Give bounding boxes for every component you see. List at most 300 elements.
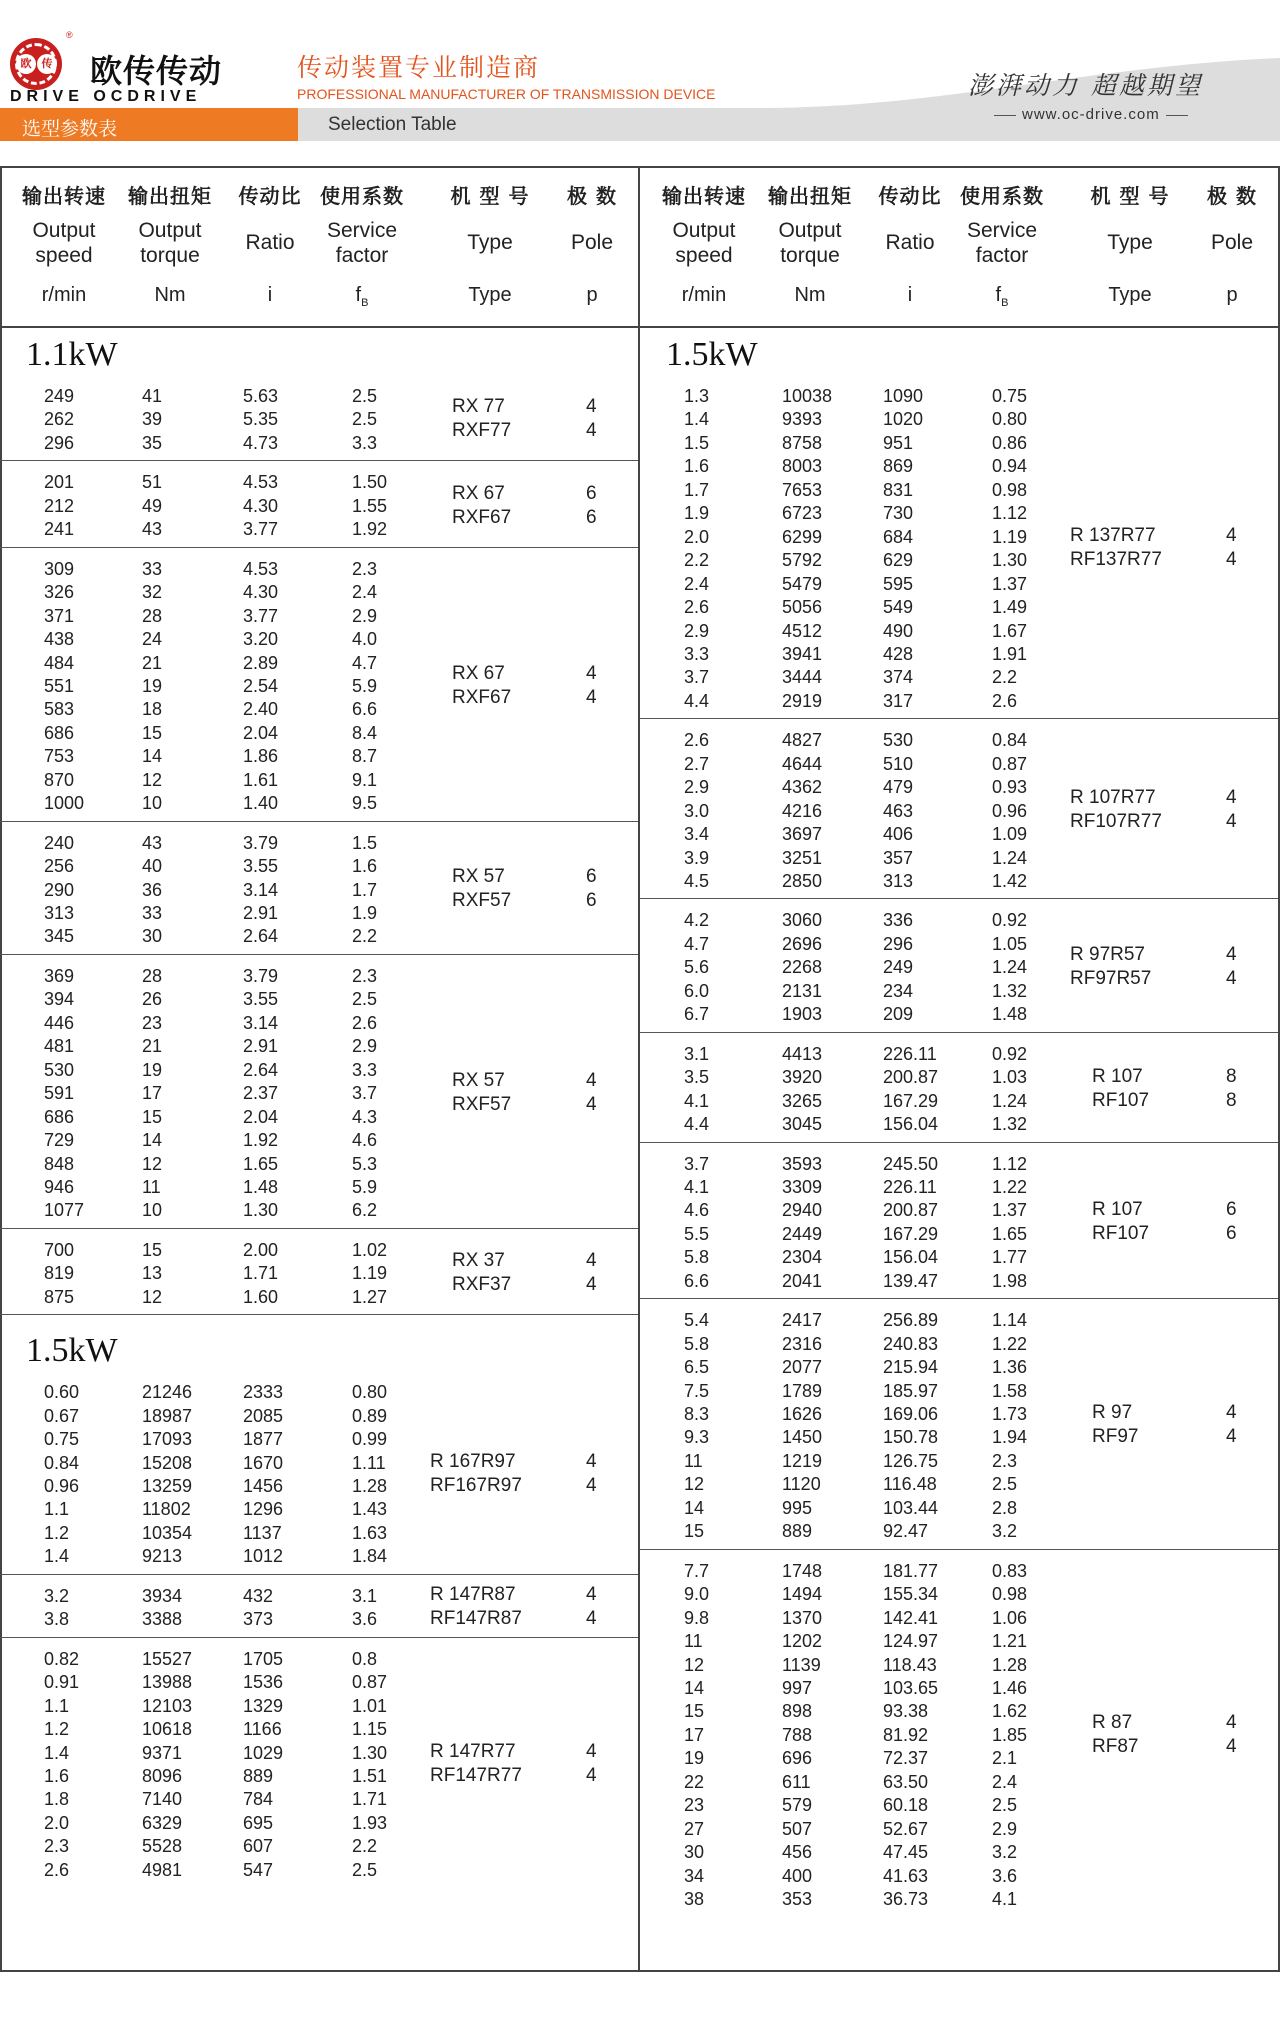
- slogan-cn: 传动装置专业制造商: [297, 53, 541, 82]
- table-cell: 1.58: [992, 1380, 1028, 1401]
- table-row: [640, 1042, 1278, 1066]
- table-cell: 1.11: [352, 1452, 386, 1473]
- table-row: [0, 1175, 638, 1199]
- table-cell: 1.2: [44, 1522, 70, 1543]
- table-cell: 2333: [243, 1382, 284, 1403]
- pole-count: [586, 395, 597, 443]
- table-cell: 0.98: [992, 479, 1028, 500]
- table-cell: 4.5: [684, 871, 710, 891]
- table-cell: 93.38: [883, 1701, 929, 1722]
- model-type: [430, 1450, 522, 1498]
- table-cell: 3.77: [243, 605, 279, 626]
- pole-count: [1226, 524, 1237, 572]
- table-row: [0, 1497, 638, 1521]
- table-cell: 1.7: [684, 479, 710, 500]
- table-cell: 479: [883, 777, 914, 798]
- table-cell: 3941: [782, 643, 823, 664]
- column-header-en-line: Type: [1107, 231, 1153, 254]
- table-cell: 181.77: [883, 1560, 939, 1581]
- table-cell: 1.27: [352, 1286, 388, 1307]
- table-row: [640, 1606, 1278, 1630]
- table-row: [640, 454, 1278, 478]
- table-cell: 3697: [782, 824, 823, 845]
- table-cell: 2.89: [243, 652, 279, 673]
- table-row: [0, 604, 638, 628]
- table-cell: 3.6: [352, 1609, 378, 1630]
- table-cell: 1.94: [992, 1427, 1028, 1448]
- table-cell: 32: [142, 582, 163, 603]
- header-separator: [640, 326, 1278, 328]
- table-cell: 49: [142, 495, 163, 516]
- table-cell: 0.92: [992, 910, 1028, 931]
- table-cell: 256: [44, 856, 75, 877]
- table-row: [0, 768, 638, 792]
- column-header-cn: 传动比: [238, 184, 302, 208]
- table-cell: 1.9: [684, 503, 710, 524]
- pole-count: [1226, 1198, 1237, 1246]
- table-cell: 686: [44, 1106, 75, 1127]
- table-cell: 5.6: [684, 957, 710, 978]
- power-heading: 1.5kW: [26, 1332, 118, 1370]
- pole-count-line: 4: [586, 1764, 597, 1786]
- table-cell: 19: [142, 675, 163, 696]
- table-cell: 2.00: [243, 1239, 279, 1260]
- table-cell: 1202: [782, 1631, 823, 1652]
- table-cell: 27: [684, 1818, 705, 1839]
- table-cell: 1536: [243, 1672, 284, 1693]
- table-cell: 10038: [782, 386, 833, 406]
- table-cell: 2417: [782, 1310, 823, 1331]
- table-cell: 549: [883, 597, 914, 618]
- table-cell: 0.96: [992, 800, 1028, 821]
- table-cell: 0.60: [44, 1382, 80, 1403]
- table-cell: 12103: [142, 1695, 193, 1716]
- model-type: [452, 395, 511, 443]
- unit-label: f: [995, 284, 1002, 306]
- table-cell: 1877: [243, 1429, 284, 1450]
- table-row: [640, 619, 1278, 643]
- column-header-en-line: factor: [335, 244, 389, 267]
- table-row: [640, 1425, 1278, 1449]
- column-header-en-line: Output: [672, 219, 736, 242]
- model-type-line: R 87: [1092, 1711, 1133, 1733]
- table-cell: 5792: [782, 550, 823, 571]
- table-cell: 406: [883, 824, 914, 845]
- table-cell: 28: [142, 605, 163, 626]
- table-cell: 595: [883, 573, 914, 594]
- table-cell: 5.9: [352, 1176, 378, 1197]
- table-row: [0, 1081, 638, 1105]
- table-cell: 10354: [142, 1522, 193, 1543]
- table-cell: 2316: [782, 1333, 823, 1354]
- table-row: [640, 1864, 1278, 1888]
- column-header-unit: [1172, 284, 1280, 307]
- table-cell: 14: [142, 746, 163, 767]
- model-type-line: RF147R87: [430, 1608, 522, 1630]
- table-row: [640, 525, 1278, 549]
- table-cell: 41: [142, 386, 163, 406]
- table-cell: 2.2: [352, 1836, 378, 1857]
- table-cell: 1.1: [44, 1499, 70, 1520]
- table-cell: 41.63: [883, 1865, 929, 1886]
- table-cell: 5.8: [684, 1247, 710, 1268]
- table-cell: 241: [44, 519, 75, 540]
- pole-count-line: 4: [586, 420, 597, 442]
- table-cell: 2.5: [992, 1795, 1018, 1816]
- table-row: [0, 1858, 638, 1882]
- unit-label: p: [1226, 284, 1238, 306]
- table-cell: 3.14: [243, 879, 279, 900]
- table-row: [640, 431, 1278, 455]
- model-type-line: RF87: [1092, 1735, 1139, 1757]
- table-row: [0, 1670, 638, 1694]
- table-cell: 12: [684, 1474, 705, 1495]
- table-cell: 3.9: [684, 847, 710, 868]
- table-cell: 1.71: [352, 1789, 388, 1810]
- model-type-line: R 167R97: [430, 1451, 516, 1472]
- table-cell: 36: [142, 879, 163, 900]
- table-row: [640, 1629, 1278, 1653]
- table-cell: 1.05: [992, 933, 1028, 954]
- header-separator: [0, 326, 638, 328]
- table-row: [0, 674, 638, 698]
- table-cell: 2268: [782, 957, 823, 978]
- table-cell: 695: [243, 1812, 274, 1833]
- table-cell: 2.9: [684, 777, 710, 798]
- table-row: [640, 1496, 1278, 1520]
- group-separator: [0, 1228, 638, 1229]
- table-cell: 484: [44, 652, 75, 673]
- table-cell: 591: [44, 1083, 75, 1104]
- logo-char: 欧: [16, 54, 36, 74]
- table-cell: 4.3: [352, 1106, 378, 1127]
- group-separator: [0, 1314, 638, 1315]
- table-cell: 2.2: [992, 667, 1018, 688]
- table-cell: 1120: [782, 1474, 821, 1495]
- pole-count-line: 4: [586, 1608, 597, 1630]
- table-cell: 4512: [782, 620, 823, 641]
- table-row: [0, 1474, 638, 1498]
- table-row: [0, 470, 638, 494]
- table-cell: 167.29: [883, 1223, 939, 1244]
- model-type-line: RXF67: [452, 686, 512, 708]
- table-cell: 19: [684, 1748, 705, 1769]
- table-row: [640, 1269, 1278, 1293]
- table-cell: 1.37: [992, 1200, 1028, 1221]
- table-cell: 326: [44, 582, 75, 603]
- table-cell: 1450: [782, 1427, 823, 1448]
- table-cell: 1.6: [352, 856, 378, 877]
- table-row: [0, 1451, 638, 1475]
- column-header-en: [532, 230, 652, 255]
- table-cell: 889: [243, 1765, 274, 1786]
- column-header-en-line: Ratio: [885, 231, 935, 254]
- table-cell: 1.19: [992, 526, 1028, 547]
- table-cell: 0.75: [992, 386, 1028, 406]
- table-cell: 0.96: [44, 1476, 80, 1496]
- table-cell: 1670: [243, 1452, 284, 1473]
- table-cell: 21: [142, 1036, 163, 1057]
- table-cell: 3.7: [684, 1153, 710, 1174]
- group-separator: [0, 547, 638, 548]
- model-type-line: RXF57: [452, 1093, 512, 1115]
- table-cell: 2.3: [992, 1450, 1018, 1471]
- table-cell: 3.1: [352, 1585, 378, 1606]
- table-cell: 2449: [782, 1223, 823, 1244]
- table-row: [0, 1128, 638, 1152]
- table-cell: 3.6: [992, 1865, 1018, 1886]
- table-cell: 684: [883, 526, 914, 547]
- table-cell: 4981: [142, 1859, 183, 1880]
- table-cell: 1166: [243, 1719, 282, 1740]
- table-row: [0, 1717, 638, 1741]
- table-cell: 12: [142, 1153, 163, 1174]
- table-row: [640, 752, 1278, 776]
- table-cell: 456: [782, 1842, 813, 1863]
- table-cell: 156.04: [883, 1247, 939, 1268]
- table-cell: 5.35: [243, 409, 279, 430]
- table-cell: 3.0: [684, 800, 710, 821]
- table-cell: 2.64: [243, 1059, 279, 1080]
- table-cell: 2.4: [992, 1771, 1018, 1792]
- table-cell: 446: [44, 1012, 75, 1033]
- table-cell: 997: [782, 1677, 813, 1698]
- table-cell: 13259: [142, 1476, 193, 1496]
- table-cell: 9.8: [684, 1607, 710, 1628]
- table-cell: 951: [883, 432, 914, 453]
- table-row: [0, 580, 638, 604]
- table-row: [0, 1544, 638, 1568]
- table-cell: 234: [883, 980, 914, 1001]
- table-cell: 0.84: [44, 1452, 80, 1473]
- table-cell: 12: [684, 1654, 705, 1675]
- table-cell: 4.1: [684, 1090, 710, 1111]
- table-left-half: [0, 166, 638, 1972]
- pole-count: [1226, 1065, 1237, 1113]
- table-cell: 1.51: [352, 1765, 388, 1786]
- model-type-line: RX 37: [452, 1250, 505, 1272]
- table-cell: 507: [782, 1818, 813, 1839]
- table-cell: 1.85: [992, 1724, 1028, 1745]
- table-cell: 4.1: [992, 1889, 1018, 1909]
- table-cell: 290: [44, 879, 75, 900]
- table-cell: 14: [142, 1130, 163, 1151]
- pole-count: [586, 1249, 597, 1297]
- table-cell: 2696: [782, 933, 823, 954]
- table-cell: 40: [142, 856, 163, 877]
- table-row: [0, 1261, 638, 1285]
- table-cell: 1139: [782, 1654, 821, 1675]
- model-type-line: RF107R77: [1070, 811, 1162, 833]
- model-type: [452, 1069, 511, 1117]
- table-cell: 249: [44, 386, 75, 406]
- table-cell: 15: [684, 1521, 705, 1542]
- table-row: [640, 1308, 1278, 1332]
- table-cell: 1.4: [44, 1742, 70, 1763]
- brand-name-en: DRIVE OCDRIVE: [10, 88, 202, 105]
- power-heading: 1.1kW: [26, 336, 118, 373]
- column-header-en-line: torque: [140, 244, 200, 267]
- table-row: [0, 407, 638, 431]
- table-row: [0, 1034, 638, 1058]
- table-cell: 5.8: [684, 1333, 710, 1354]
- table-row: [640, 908, 1278, 932]
- table-row: [640, 407, 1278, 431]
- table-cell: 3.14: [243, 1012, 279, 1033]
- table-cell: 784: [243, 1789, 274, 1810]
- table-cell: 1219: [782, 1450, 823, 1471]
- table-row: [640, 1152, 1278, 1176]
- table-cell: 309: [44, 558, 75, 579]
- column-header-cn: 输出转速: [22, 184, 106, 208]
- model-type: [1092, 1711, 1138, 1759]
- table-row: [640, 1065, 1278, 1089]
- table-cell: 3.55: [243, 989, 279, 1010]
- pole-count-line: 4: [586, 1584, 597, 1606]
- unit-label: Nm: [794, 284, 826, 306]
- model-type-line: RXF77: [452, 420, 512, 442]
- table-row: [640, 1355, 1278, 1379]
- table-cell: 1.48: [243, 1176, 279, 1197]
- table-cell: 15: [684, 1701, 705, 1722]
- table-cell: 1.84: [352, 1546, 388, 1567]
- table-row: [0, 901, 638, 925]
- table-cell: 0.92: [992, 1043, 1028, 1064]
- registered-mark: ®: [66, 30, 73, 40]
- table-cell: 23: [142, 1012, 163, 1033]
- table-cell: 1.65: [992, 1223, 1028, 1244]
- table-cell: 15: [142, 1106, 163, 1127]
- table-cell: 6.7: [684, 1004, 710, 1025]
- pole-count-line: 4: [586, 686, 597, 708]
- table-cell: 490: [883, 620, 914, 641]
- table-row: [0, 697, 638, 721]
- table-cell: 4.2: [684, 910, 710, 931]
- table-cell: 92.47: [883, 1521, 929, 1542]
- table-cell: 0.89: [352, 1405, 388, 1426]
- table-cell: 150.78: [883, 1427, 939, 1448]
- table-cell: 1.48: [992, 1004, 1028, 1025]
- table-cell: 36.73: [883, 1889, 929, 1909]
- table-cell: 3251: [782, 847, 823, 868]
- table-cell: 0.86: [992, 432, 1028, 453]
- table-cell: 371: [44, 605, 75, 626]
- table-cell: 2.6: [352, 1012, 378, 1033]
- pole-count: [586, 662, 597, 710]
- pole-count-line: 4: [586, 1740, 597, 1762]
- table-cell: 394: [44, 989, 75, 1010]
- table-row: [640, 955, 1278, 979]
- model-type: [1070, 786, 1162, 834]
- table-cell: 611: [782, 1771, 811, 1792]
- slogan-en: PROFESSIONAL MANUFACTURER OF TRANSMISSION DEVICE: [297, 86, 716, 102]
- table-row: [640, 1559, 1278, 1583]
- table-cell: 1.36: [992, 1357, 1028, 1378]
- table-cell: 530: [44, 1059, 75, 1080]
- logo-char: 传: [37, 54, 57, 74]
- table-cell: 1.37: [992, 573, 1028, 594]
- table-cell: 167.29: [883, 1090, 939, 1111]
- table-cell: 226.11: [883, 1043, 937, 1064]
- column-header-en-line: Ratio: [245, 231, 295, 254]
- group-separator: [640, 1298, 1278, 1299]
- table-cell: 1.67: [992, 620, 1028, 641]
- table-cell: 11: [684, 1631, 703, 1652]
- table-cell: 1.6: [684, 456, 710, 477]
- table-cell: 33: [142, 903, 163, 923]
- pole-count-line: 4: [586, 662, 597, 684]
- table-cell: 4.30: [243, 495, 279, 516]
- table-cell: 547: [243, 1859, 274, 1880]
- table-cell: 1.86: [243, 746, 279, 767]
- table-cell: 870: [44, 769, 75, 790]
- pole-count-line: 6: [586, 506, 597, 528]
- table-cell: 313: [883, 871, 914, 891]
- table-cell: 4.6: [352, 1130, 378, 1151]
- table-cell: 730: [883, 503, 914, 524]
- table-cell: 1029: [243, 1742, 284, 1763]
- table-cell: 4.1: [684, 1176, 710, 1197]
- model-type: [452, 662, 511, 710]
- table-cell: 700: [44, 1239, 75, 1260]
- unit-label: Nm: [154, 284, 186, 306]
- table-cell: 1.65: [243, 1153, 279, 1174]
- table-cell: 12: [142, 769, 163, 790]
- table-cell: 296: [44, 432, 75, 453]
- table-cell: 2.9: [352, 605, 378, 626]
- table-cell: 2085: [243, 1405, 284, 1426]
- pole-count-line: 4: [1226, 1402, 1237, 1424]
- pole-count: [1226, 786, 1237, 834]
- table-cell: 200.87: [883, 1067, 939, 1088]
- column-header-en-line: speed: [35, 244, 93, 267]
- model-type: [1092, 1065, 1149, 1113]
- group-separator: [0, 460, 638, 461]
- pole-count-line: 4: [586, 1093, 597, 1115]
- table-cell: 9.0: [684, 1584, 710, 1605]
- table-cell: 28: [142, 965, 163, 986]
- table-cell: 0.99: [352, 1429, 388, 1450]
- table-cell: 317: [883, 690, 914, 711]
- table-cell: 155.34: [883, 1584, 939, 1605]
- table-cell: 240.83: [883, 1333, 939, 1354]
- table-cell: 9393: [782, 409, 823, 430]
- table-cell: 2.64: [243, 926, 279, 947]
- table-cell: 4.0: [352, 629, 378, 650]
- table-cell: 26: [142, 989, 163, 1010]
- table-cell: 3.79: [243, 832, 279, 853]
- unit-label: Type: [468, 284, 512, 306]
- table-cell: 6299: [782, 526, 823, 547]
- table-cell: 9213: [142, 1546, 183, 1567]
- table-cell: 1.32: [992, 1114, 1028, 1135]
- table-row: [640, 799, 1278, 823]
- table-cell: 2.40: [243, 699, 279, 720]
- table-cell: 7140: [142, 1789, 183, 1810]
- pole-count-line: 4: [586, 1274, 597, 1296]
- table-cell: 0.83: [992, 1560, 1028, 1581]
- table-row: [0, 431, 638, 455]
- table-cell: 6.6: [352, 699, 378, 720]
- column-header-unit: [942, 284, 1062, 309]
- table-row: [0, 831, 638, 855]
- table-cell: 1.30: [992, 550, 1028, 571]
- column-header-en-line: factor: [975, 244, 1029, 267]
- table-cell: 1.92: [352, 519, 388, 540]
- table-row: [0, 1811, 638, 1835]
- table-cell: 4216: [782, 800, 823, 821]
- table-row: [0, 1011, 638, 1035]
